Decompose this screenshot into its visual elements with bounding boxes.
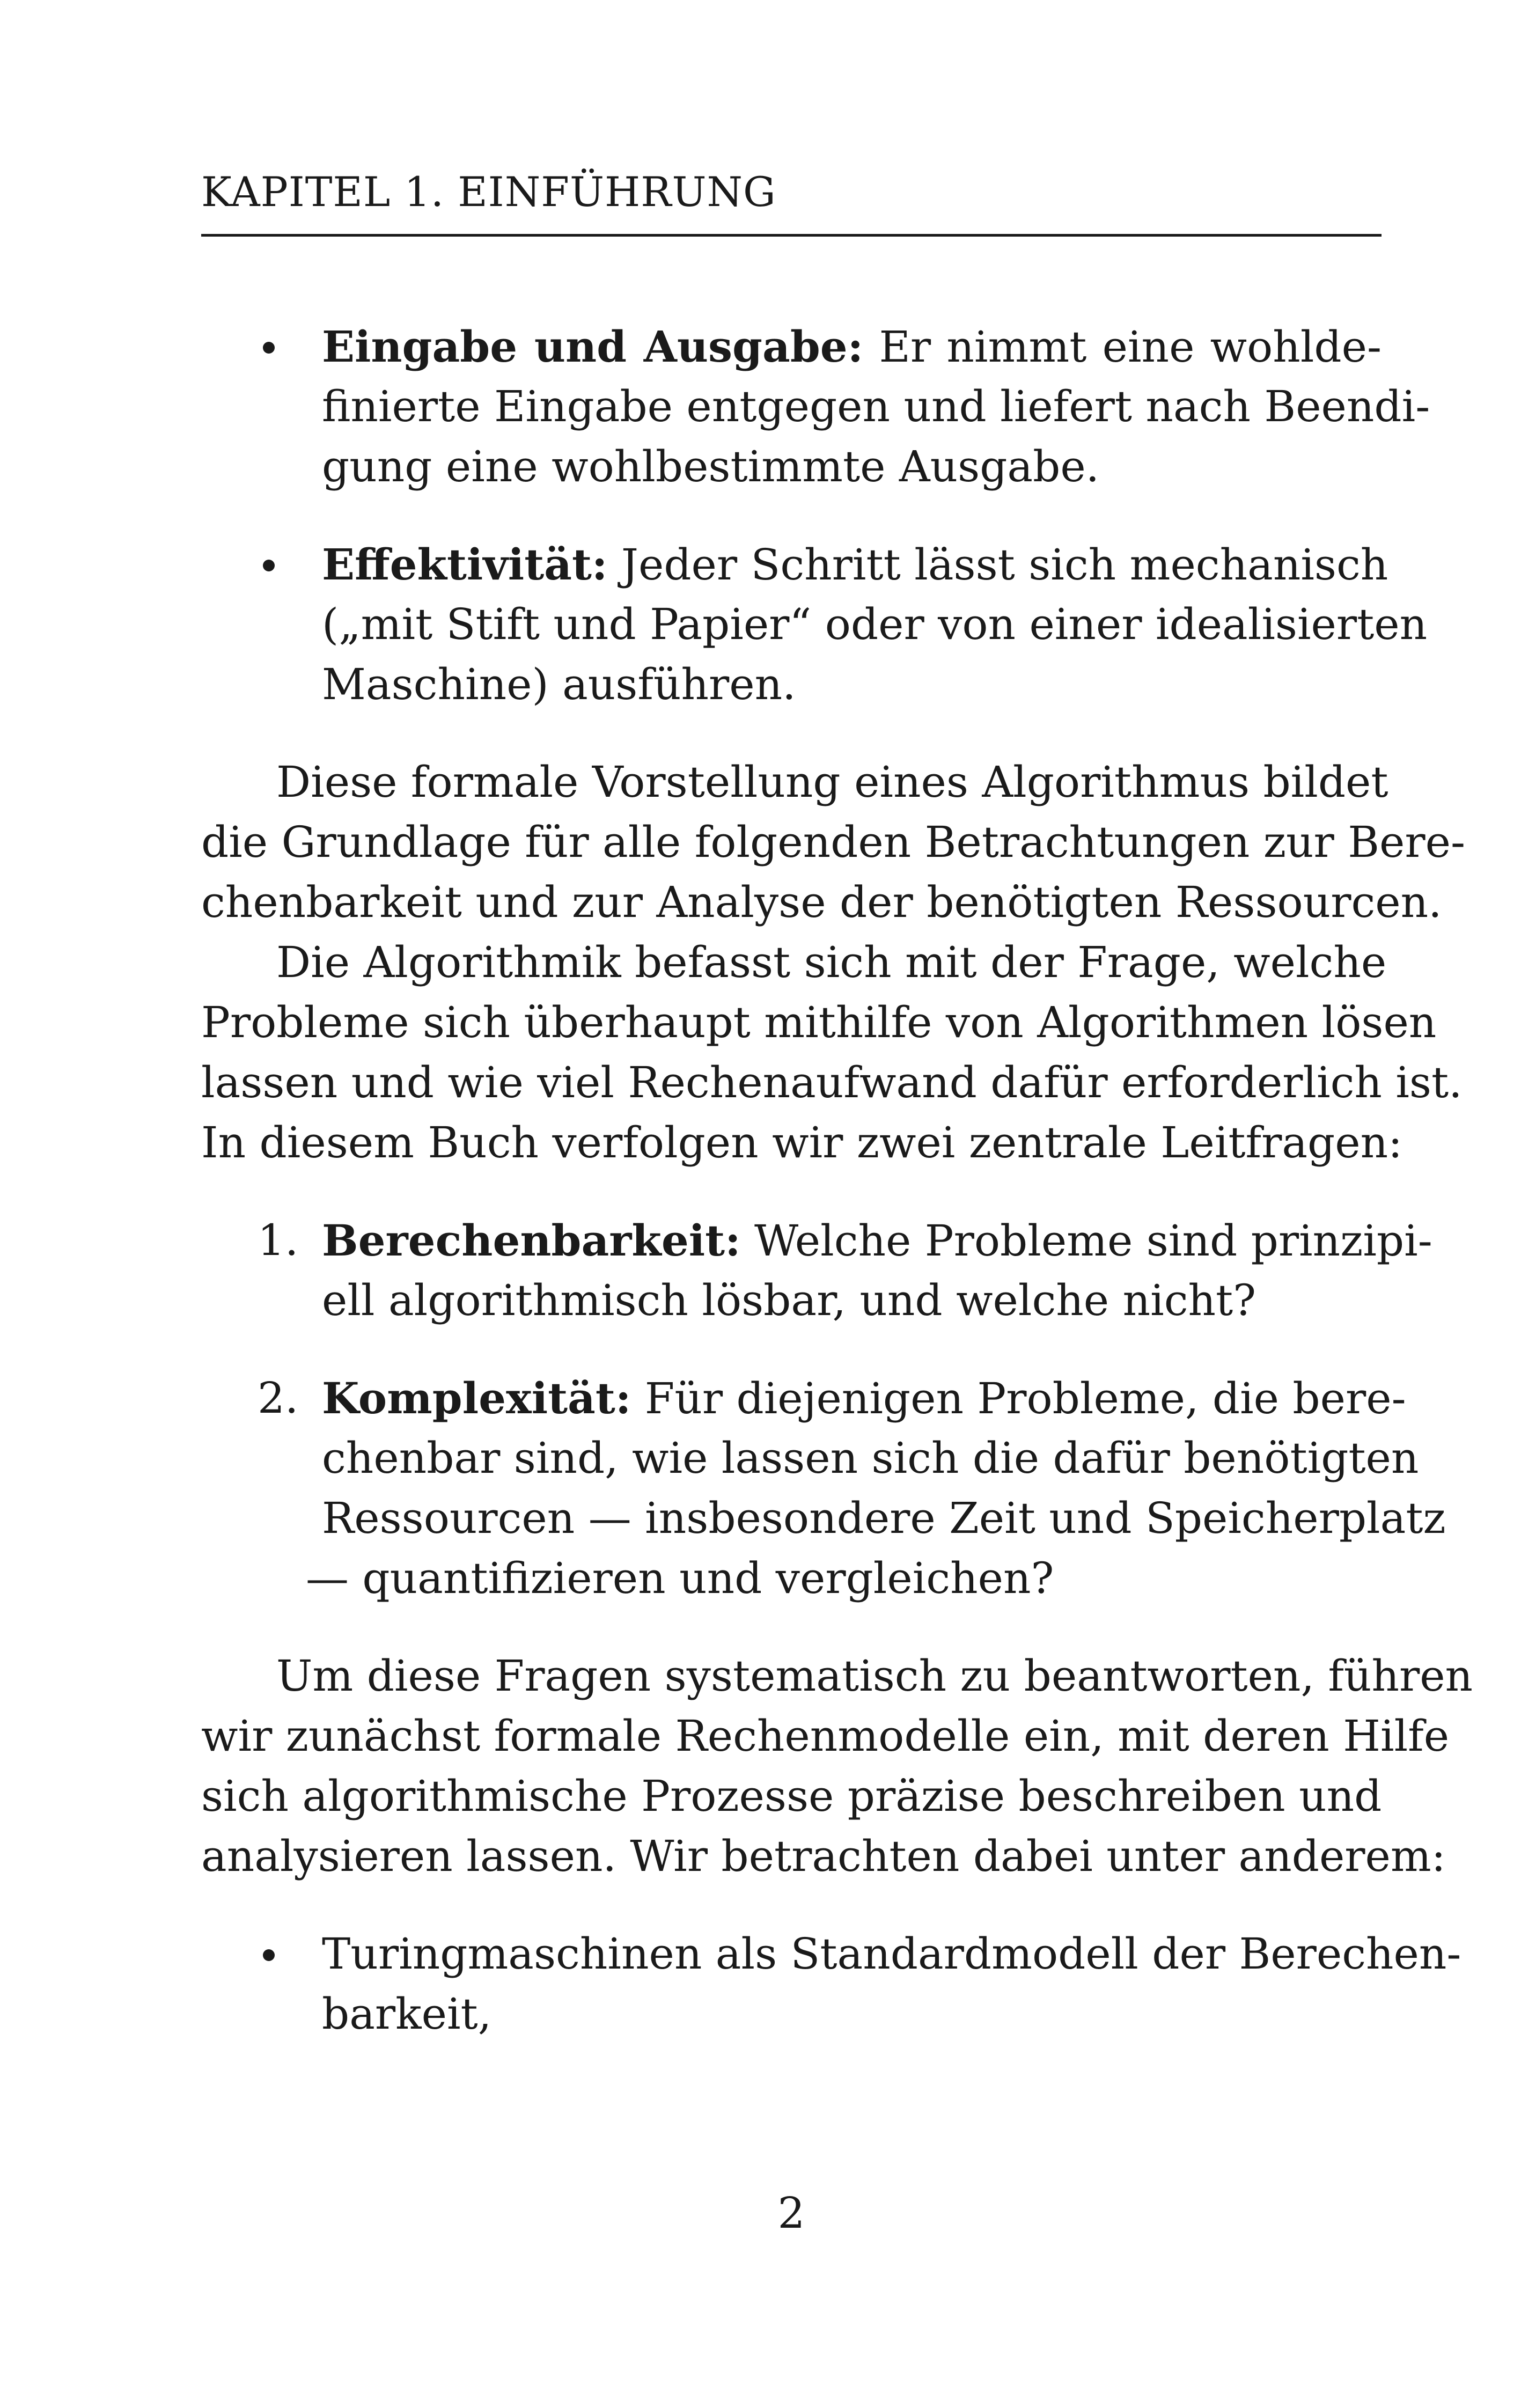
list-item — [322, 317, 1430, 497]
text-line: lassen und wie viel Rechenaufwand dafür erforderlich ist. — [201, 1058, 1463, 1107]
list-item — [322, 534, 1428, 715]
text-line: gung eine wohlbestimmte Ausgabe. — [322, 442, 1100, 491]
text-line: die Grundlage für alle folgenden Betrachtungen zur Bere- — [201, 817, 1465, 867]
body-text — [201, 317, 1473, 2044]
list-item-term: Komplexität: — [322, 1373, 631, 1423]
list-item-term: Eingabe und Ausgabe: — [322, 321, 864, 372]
list-item — [322, 1924, 1461, 2044]
text-line: finierte Eingabe entgegen und liefert nach Beendi- — [322, 381, 1430, 431]
page-number: 2 — [777, 2188, 805, 2238]
numbered-item — [258, 1368, 1446, 1609]
paragraph — [201, 1646, 1473, 1886]
bullet-marker — [263, 1924, 275, 1984]
numbered-item — [258, 1210, 1432, 1331]
text-line: chenbarkeit und zur Analyse der benötigten Ressourcen. — [201, 877, 1442, 927]
text-line: wir zunächst formale Rechenmodelle ein, mit deren Hilfe — [201, 1711, 1450, 1761]
text-line: Die Algorithmik befasst sich mit der Frage, welche — [276, 937, 1387, 987]
text-line: („mit Stift und Papier“ oder von einer idealisierten — [322, 599, 1428, 649]
text-line: Komplexität: Für diejenigen Probleme, die bere- — [322, 1373, 1406, 1423]
text-line: Effektivität: Jeder Schritt lässt sich mechanisch — [322, 539, 1388, 590]
text-line: Maschine) ausführen. — [322, 659, 796, 709]
list-item-term: Berechenbarkeit: — [322, 1215, 741, 1266]
text-line: Eingabe und Ausgabe: Er nimmt eine wohlde- — [322, 321, 1382, 372]
text-line: Diese formale Vorstellung eines Algorithmus bildet — [276, 757, 1388, 807]
list-number: 1. — [258, 1215, 299, 1265]
running-head: KAPITEL 1. EINFÜHRUNG — [201, 168, 776, 216]
header-rule — [201, 234, 1382, 237]
text-line: Berechenbarkeit: Welche Probleme sind prinzipi- — [322, 1215, 1432, 1266]
text-line: Turingmaschinen als Standardmodell der Berechen- — [322, 1929, 1461, 1979]
text-line: In diesem Buch verfolgen wir zwei zentrale Leitfragen: — [201, 1118, 1403, 1168]
text-line: Ressourcen — insbesondere Zeit und Speicherplatz — [322, 1493, 1446, 1543]
paragraph — [201, 752, 1465, 933]
text-line: analysieren lassen. Wir betrachten dabei unter anderem: — [201, 1831, 1446, 1881]
text-line: chenbar sind, wie lassen sich die dafür benötigten — [322, 1433, 1419, 1483]
paragraph — [201, 933, 1463, 1173]
text-line: Um diese Fragen systematisch zu beantworten, führen — [276, 1651, 1473, 1701]
text-line: Probleme sich überhaupt mithilfe von Algorithmen lösen — [201, 997, 1437, 1047]
list-item-term: Effektivität: — [322, 539, 608, 590]
list-number: 2. — [258, 1373, 299, 1423]
bullet-marker — [263, 534, 275, 594]
text-line: — quantifizieren und vergleichen? — [306, 1553, 1054, 1603]
text-line: sich algorithmische Prozesse präzise beschreiben und — [201, 1771, 1382, 1821]
text-line: ell algorithmisch lösbar, und welche nicht? — [322, 1275, 1257, 1325]
text-line: barkeit, — [322, 1989, 492, 2039]
bullet-marker — [263, 317, 275, 377]
